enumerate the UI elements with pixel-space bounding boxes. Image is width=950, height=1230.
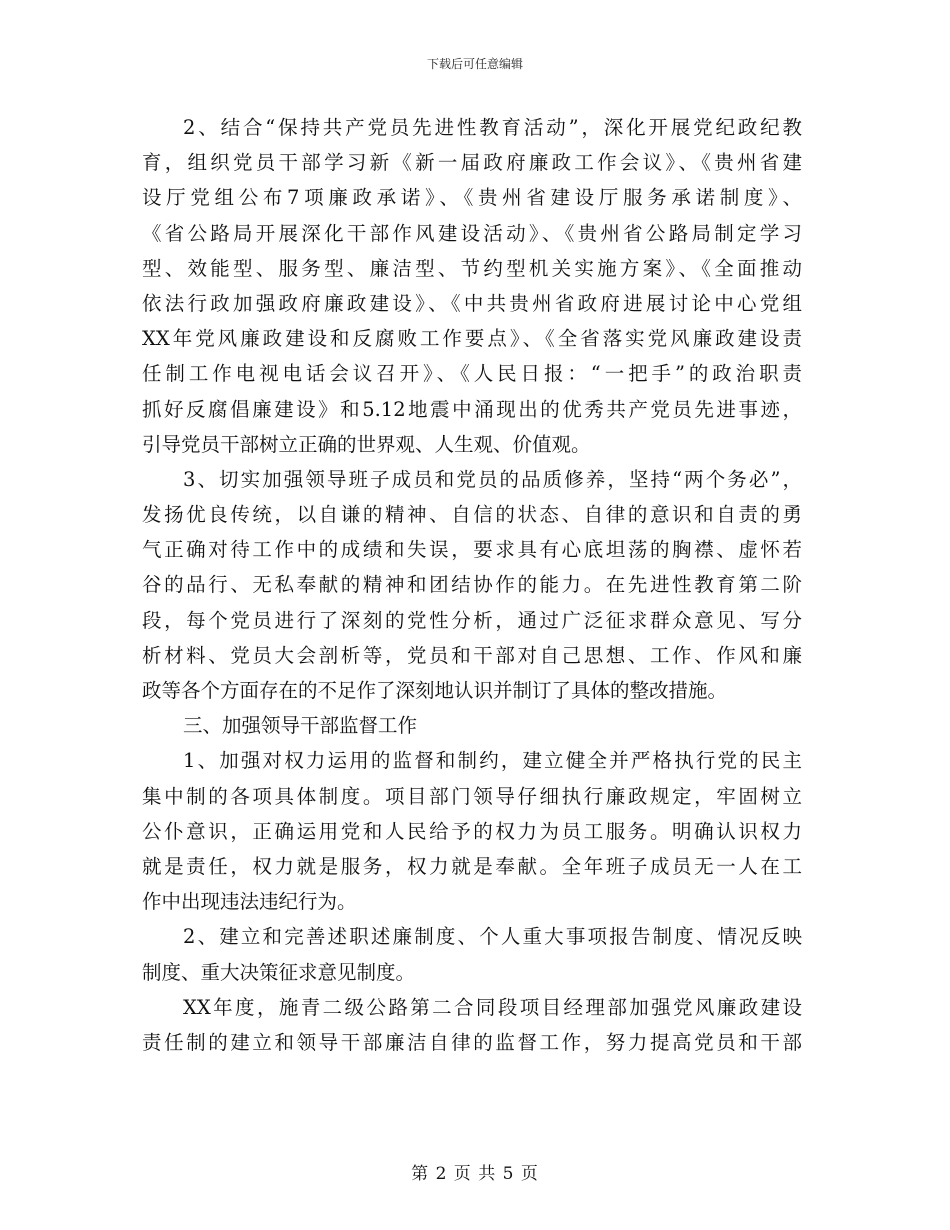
text-line: 引导党员干部树立正确的世界观、人生观、价值观。 bbox=[142, 432, 591, 456]
text-line: 政等各个方面存在的不足作了深刻地认识并制订了具体的整改措施。 bbox=[142, 679, 728, 702]
text-line: 育，组织党员干部学习新《新一届政府廉政工作会议》、《贵州省建 bbox=[142, 151, 802, 175]
document-body bbox=[142, 110, 802, 1060]
text-line: XX年党风廉政建设和反腐败工作要点》、《全省落实党风廉政建设责 bbox=[142, 327, 802, 351]
text-line: 气正确对待工作中的成绩和失误，要求具有心底坦荡的胸襟、虚怀若 bbox=[142, 538, 802, 562]
text-line: 集中制的各项具体制度。项目部门领导仔细执行廉政规定，牢固树立 bbox=[142, 784, 802, 808]
text-line: 发扬优良传统，以自谦的精神、自信的状态、自律的意识和自责的勇 bbox=[142, 503, 802, 527]
text-line: XX年度，施青二级公路第二合同段项目经理部加强党风廉政建设 bbox=[183, 995, 802, 1019]
page-header: 下载后可任意编辑 bbox=[426, 57, 523, 71]
text-line: 任制工作电视电话会议召开》、《人民日报：“一把手”的政治职责 bbox=[142, 362, 802, 386]
text-line: 《省公路局开展深化干部作风建设活动》、《贵州省公路局制定学习 bbox=[142, 221, 802, 245]
text-line: 设厅党组公布7项廉政承诺》、《贵州省建设厅服务承诺制度》、 bbox=[142, 186, 802, 210]
text-line: 2、建立和完善述职述廉制度、个人重大事项报告制度、情况反映 bbox=[183, 925, 802, 949]
text-line: 制度、重大决策征求意见制度。 bbox=[142, 960, 416, 984]
section-heading: 三、加强领导干部监督工作 bbox=[183, 714, 418, 738]
text-line: 公仆意识，正确运用党和人民给予的权力为员工服务。明确认识权力 bbox=[142, 819, 802, 843]
text-line: 作中出现违法违纪行为。 bbox=[142, 890, 357, 914]
text-line: 3、切实加强领导班子成员和党员的品质修养，坚持“两个务必”， bbox=[183, 467, 802, 491]
text-line: 1、加强对权力运用的监督和制约，建立健全并严格执行党的民主 bbox=[183, 749, 802, 773]
text-line: 就是责任，权力就是服务，权力就是奉献。全年班子成员无一人在工 bbox=[142, 854, 802, 878]
text-line: 段，每个党员进行了深刻的党性分析，通过广泛征求群众意见、写分 bbox=[142, 608, 802, 632]
text-line: 依法行政加强政府廉政建设》、《中共贵州省政府进展讨论中心党组 bbox=[142, 291, 802, 315]
text-line: 型、效能型、服务型、廉洁型、节约型机关实施方案》、《全面推动 bbox=[142, 256, 802, 280]
text-line: 2、结合“保持共产党员先进性教育活动”，深化开展党纪政纪教 bbox=[183, 116, 802, 139]
text-line: 析材料、党员大会剖析等，党员和干部对自己思想、工作、作风和廉 bbox=[142, 643, 802, 667]
text-line: 责任制的建立和领导干部廉洁自律的监督工作，努力提高党员和干部 bbox=[142, 1030, 802, 1054]
text-line: 抓好反腐倡廉建设》和5.12地震中涌现出的优秀共产党员先进事迹， bbox=[142, 397, 802, 421]
page-footer: 第 2 页 共 5 页 bbox=[411, 1164, 539, 1184]
text-line: 谷的品行、无私奉献的精神和团结协作的能力。在先进性教育第二阶 bbox=[142, 573, 802, 597]
